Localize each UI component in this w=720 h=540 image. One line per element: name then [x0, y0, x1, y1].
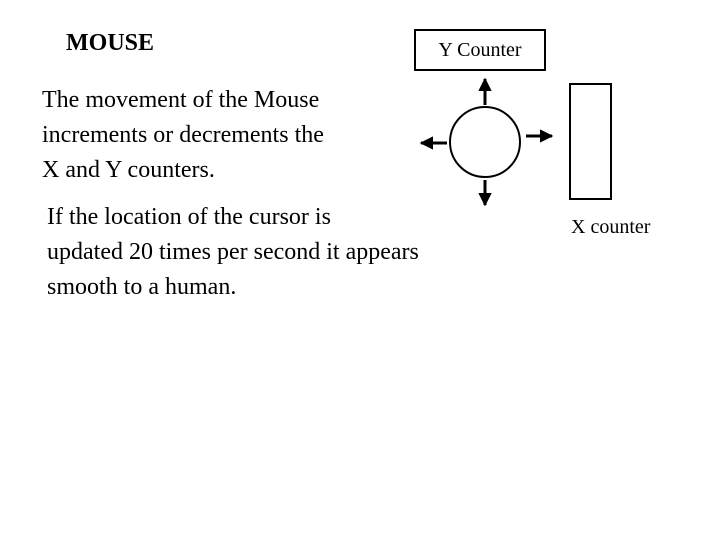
- x-counter-label: X counter: [571, 216, 651, 238]
- update-rate-paragraph: [47, 200, 507, 305]
- update-rate-line-3: smooth to a human.: [47, 274, 237, 300]
- update-rate-line-2: updated 20 times per second it appears: [47, 239, 419, 265]
- y-counter-label: Y Counter: [438, 39, 522, 61]
- movement-line-2: increments or decrements the: [42, 122, 324, 148]
- slide-title: MOUSE: [66, 30, 155, 56]
- mouse-ball-circle: [450, 107, 520, 177]
- update-rate-line-1: If the location of the cursor is: [47, 204, 331, 230]
- y-counter-box: [414, 29, 546, 71]
- movement-line-3: X and Y counters.: [42, 157, 215, 183]
- movement-line-1: The movement of the Mouse: [42, 87, 320, 113]
- movement-paragraph: [42, 83, 382, 188]
- x-counter-box: [570, 84, 611, 199]
